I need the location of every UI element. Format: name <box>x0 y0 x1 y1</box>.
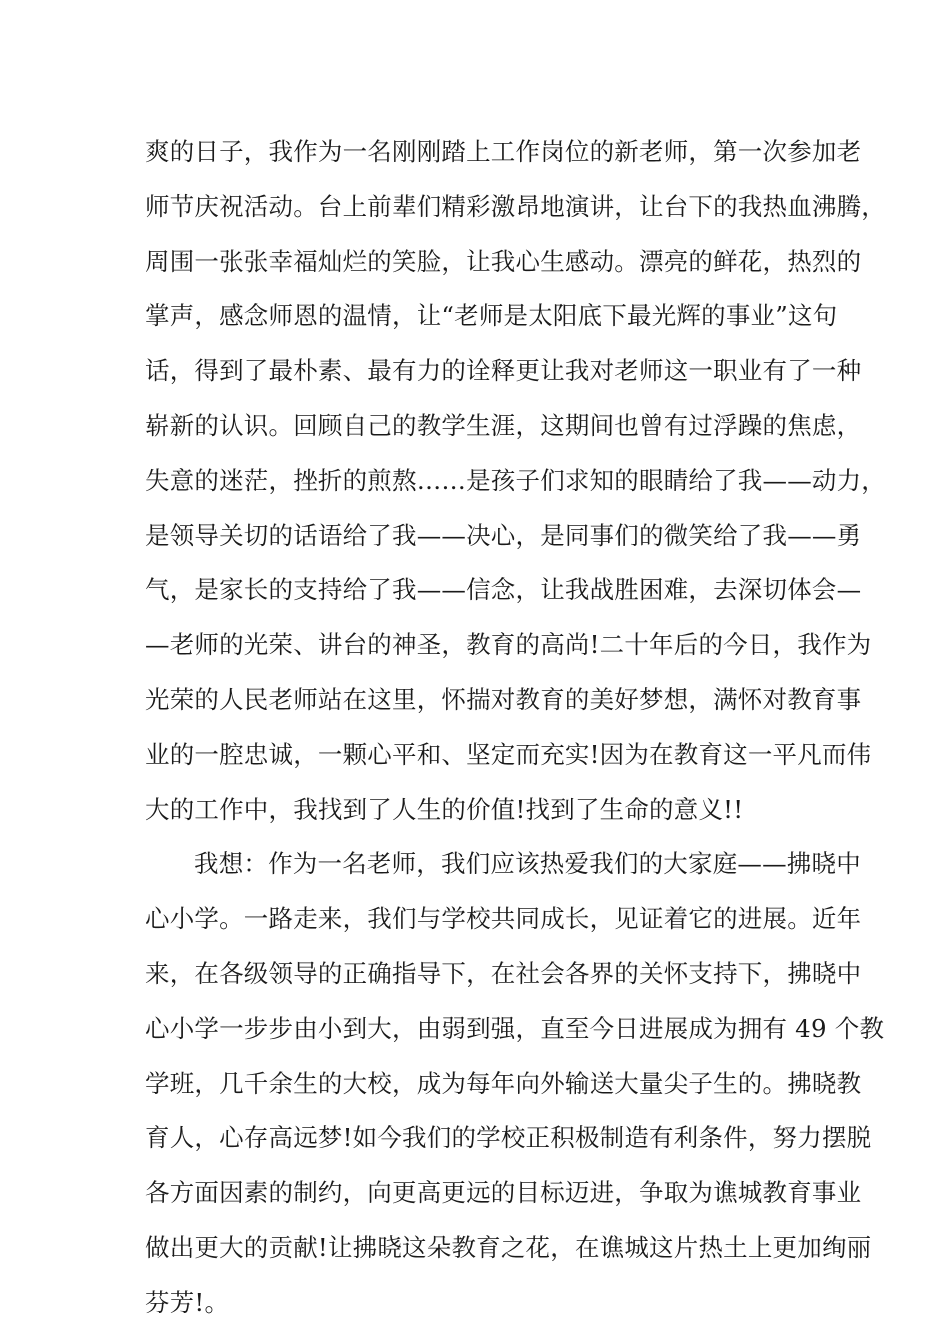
text-line: 失意的迷茫，挫折的煎熬……是孩子们求知的眼睛给了我——动力， <box>145 465 886 495</box>
text-line: 芬芳!。 <box>145 1287 230 1317</box>
text-line: —老师的光荣、讲台的神圣，教育的高尚!二十年后的今日，我作为 <box>145 630 872 660</box>
text-line: 光荣的人民老师站在这里，怀揣对教育的美好梦想，满怀对教育事 <box>145 684 862 714</box>
text-line: 气，是家长的支持给了我——信念，让我战胜困难，去深切体会— <box>145 575 862 605</box>
text-line: 掌声，感念师恩的温情，让“老师是太阳底下最光辉的事业”这句 <box>145 301 838 331</box>
text-line: 大的工作中，我找到了人生的价值!找到了生命的意义!! <box>145 794 744 824</box>
text-line: 来，在各级领导的正确指导下，在社会各界的关怀支持下，拂晓中 <box>145 958 862 988</box>
body-text <box>145 130 886 1336</box>
text-line: 爽的日子，我作为一名刚刚踏上工作岗位的新老师，第一次参加老 <box>145 137 862 166</box>
text-line: 学班，几千余生的大校，成为每年向外输送大量尖子生的。拂晓教 <box>145 1068 862 1098</box>
text-line: 话，得到了最朴素、最有力的诠释更让我对老师这一职业有了一种 <box>145 356 862 386</box>
text-line: 业的一腔忠诚，一颗心平和、坚定而充实!因为在教育这一平凡而伟 <box>145 739 872 769</box>
text-line: 做出更大的贡献!让拂晓这朵教育之花，在谯城这片热土上更加绚丽 <box>145 1232 872 1262</box>
text-line: 心小学一步步由小到大，由弱到强，直至今日进展成为拥有 49 个教 <box>145 1013 885 1043</box>
text-line: 是领导关切的话语给了我——决心，是同事们的微笑给了我——勇 <box>145 520 862 550</box>
text-line: 师节庆祝活动。台上前辈们精彩激昂地演讲，让台下的我热血沸腾， <box>145 191 886 221</box>
paragraph-first-line: 我想：作为一名老师，我们应该热爱我们的大家庭——拂晓中 <box>194 849 861 879</box>
text-line: 周围一张张幸福灿烂的笑脸，让我心生感动。漂亮的鲜花，热烈的 <box>145 246 862 276</box>
text-line: 各方面因素的制约，向更高更远的目标迈进，争取为谯城教育事业 <box>145 1178 862 1208</box>
text-line: 崭新的认识。回顾自己的教学生涯，这期间也曾有过浮躁的焦虑， <box>145 410 862 440</box>
text-line: 育人，心存高远梦!如今我们的学校正积极制造有利条件，努力摆脱 <box>145 1123 872 1153</box>
text-line: 心小学。一路走来，我们与学校共同成长，见证着它的进展。近年 <box>145 904 862 934</box>
